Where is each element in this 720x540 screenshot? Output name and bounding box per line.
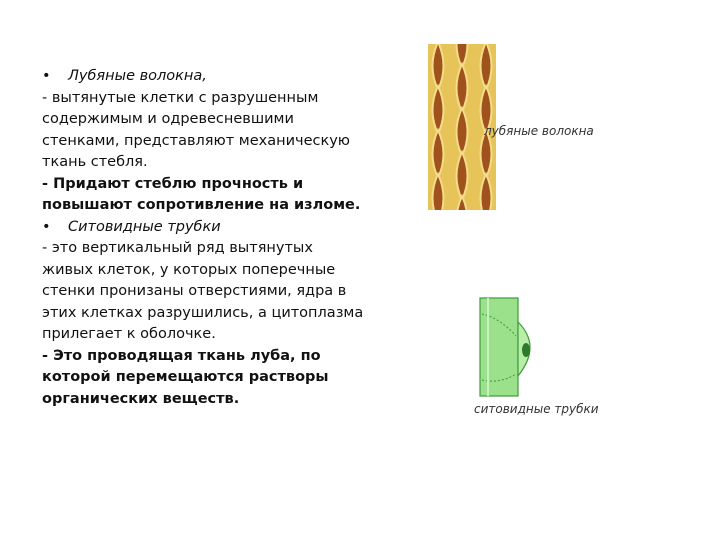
sieve-tube-wall xyxy=(480,298,518,396)
bast-fibers-caption: лубяные волокна xyxy=(484,124,594,138)
emphasis-line: органических веществ. xyxy=(42,390,240,407)
sieve-tubes-caption: ситовидные трубки xyxy=(474,402,599,416)
description-line: ткань стебля. xyxy=(42,154,148,170)
description-line: - вытянутые клетки с разрушенным xyxy=(42,89,319,106)
bullet-item-bast-fibers xyxy=(42,66,372,88)
companion-nucleus xyxy=(522,343,530,357)
heading-sieve-tubes: Ситовидные трубки xyxy=(68,218,221,235)
emphasis-line: повышают сопротивление на изломе. xyxy=(42,197,361,213)
fiber-cell xyxy=(457,152,468,200)
fiber-cell xyxy=(457,108,468,156)
sieve-tube-illustration xyxy=(474,296,546,398)
fiber-cell xyxy=(433,130,444,178)
bullet-item-sieve-tubes xyxy=(42,217,372,239)
bullet-marker: • xyxy=(42,218,51,235)
emphasis-line: которой перемещаются растворы xyxy=(42,369,329,385)
heading-bast-fibers: Лубяные волокна, xyxy=(68,68,207,84)
description-line: стенками, представляют механическую xyxy=(42,132,351,149)
description-line: прилегает к оболочке. xyxy=(42,326,216,342)
description-line: этих клетках разрушились, а цитоплазма xyxy=(42,304,364,321)
description-line: стенки пронизаны отверстиями, ядра в xyxy=(42,283,347,299)
emphasis-line: - Придают стеблю прочность и xyxy=(42,175,304,192)
description-line: живых клеток, у которых поперечные xyxy=(42,261,336,278)
text-column xyxy=(42,66,372,410)
fiber-cell xyxy=(457,64,468,112)
description-line: содержимым и одревесневшими xyxy=(42,111,294,127)
fiber-cell xyxy=(433,86,444,134)
emphasis-line: - Это проводящая ткань луба, по xyxy=(42,347,321,364)
bullet-marker: • xyxy=(42,68,51,84)
description-line: - это вертикальный ряд вытянутых xyxy=(42,240,313,256)
